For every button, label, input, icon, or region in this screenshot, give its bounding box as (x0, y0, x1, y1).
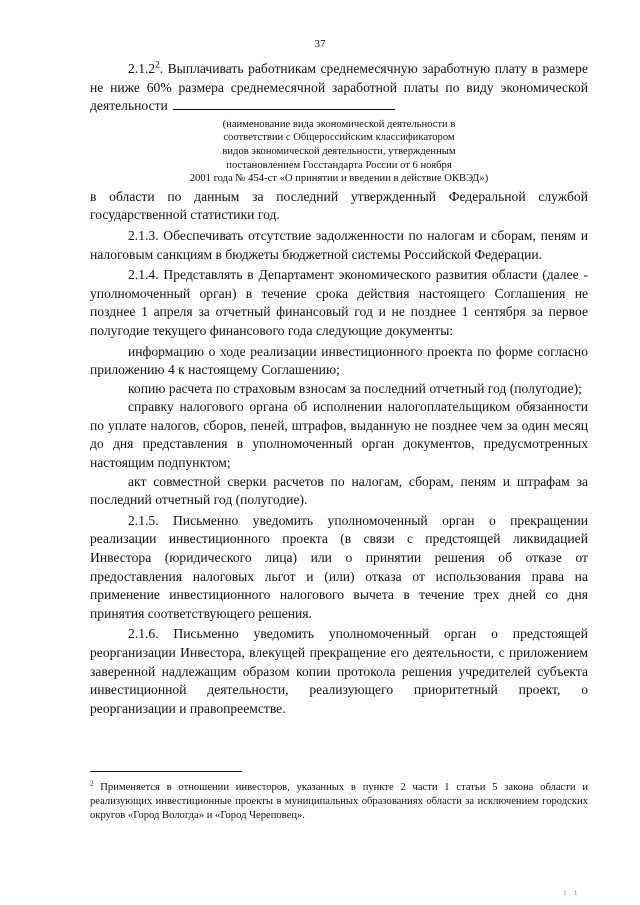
clause-2-1-2 (90, 60, 588, 116)
note-line: постановлением Госстандарта России от 6 ноября (226, 159, 452, 171)
clause-2-1-2-label: 2.1.2 (128, 61, 156, 76)
footnote-text: Применяется в отношении инвесторов, указанных в пункте 2 части 1 статьи 5 закона области и реализующих инвестиционные проекты в муниципальных образованиях области за исключением городских округов «Город Вологда» и «Город Череповец». (90, 782, 588, 821)
page-number: 37 (314, 38, 326, 50)
clause-2-1-2-continuation: в области по данным за последний утвержденный Федеральной службой государственной статистики год. (90, 188, 588, 223)
clause-2-1-2-text: . Выплачивать работникам среднемесячную заработную плату в размере не ниже 60% размера среднемесячной заработной платы по виду экономической деятельности (90, 61, 588, 114)
footnote (90, 781, 588, 823)
clause-2-1-5: 2.1.5. Письменно уведомить уполномоченный орган о прекращении реализации инвестиционного проекта (в связи с предстоящей ликвидацией Инвестора (юридического лица) или о принятии решения об отказе от предоставления налоговых льгот и (или) отказа от использования права на применение инвестиционного налогового вычета в течение трех дней со дня принятия соответствующего решения. (90, 512, 588, 621)
clause-2-1-4-item: акт совместной сверки расчетов по налогам, сборам, пеням и штрафам за последний отчетный год (полугодие). (90, 473, 588, 508)
clause-2-1-4: 2.1.4. Представлять в Департамент экономического развития области (далее - уполномоченный орган) в течение срока действия настоящего Соглашения не позднее 1 апреля за отчетный финансовый год и не позднее 1 сентября за первое полугодие текущего финансового года следующие документы: (90, 267, 588, 338)
footnote-ref: 2 (155, 59, 160, 70)
note-line: видов экономической деятельности, утвержденным (222, 145, 456, 157)
footnote-number: 2 (90, 779, 94, 788)
clause-2-1-4-item: информацию о ходе реализации инвестиционного проекта по форме согласно приложению 4 к настоящему Соглашению; (90, 343, 588, 378)
clause-2-1-6: 2.1.6. Письменно уведомить уполномоченный орган о предстоящей реорганизации Инвестора, влекущей прекращение его деятельности, с приложением заверенной надлежащим образом копии протокола решения учредителей субъекта инвестиционной деятельности, реализующего приоритетный проект, о реорганизации и правопреемстве. (90, 626, 588, 716)
document-body (90, 60, 588, 718)
scan-corner-mark: ı ı (563, 887, 580, 897)
clause-2-1-4-item: справку налогового органа об исполнении налогоплательщиком обязанности по уплате налогов, сборов, пеней, штрафов, выданную не позднее чем за один месяц до дня представления в уполномоченный орган документов, предусмотренных настоящим подпунктом; (90, 399, 588, 471)
clause-2-1-4-item: копию расчета по страховым взносам за последний отчетный год (полугодие); (128, 380, 582, 396)
note-line: (наименование вида экономической деятельности в (222, 118, 456, 130)
note-line: соответствии с Общероссийским классификатором (223, 132, 455, 144)
note-line: 2001 года № 454-ст «О принятии и введении в действие ОКВЭД») (189, 173, 489, 185)
clause-2-1-3: 2.1.3. Обеспечивать отсутствие задолженности по налогам и сборам, пеням и налоговым санкциям в бюджеты бюджетной системы Российской Федерации. (90, 227, 588, 262)
blank-explanation-note (90, 118, 588, 186)
footnote-separator (90, 771, 242, 772)
fill-in-blank-line (173, 98, 395, 110)
